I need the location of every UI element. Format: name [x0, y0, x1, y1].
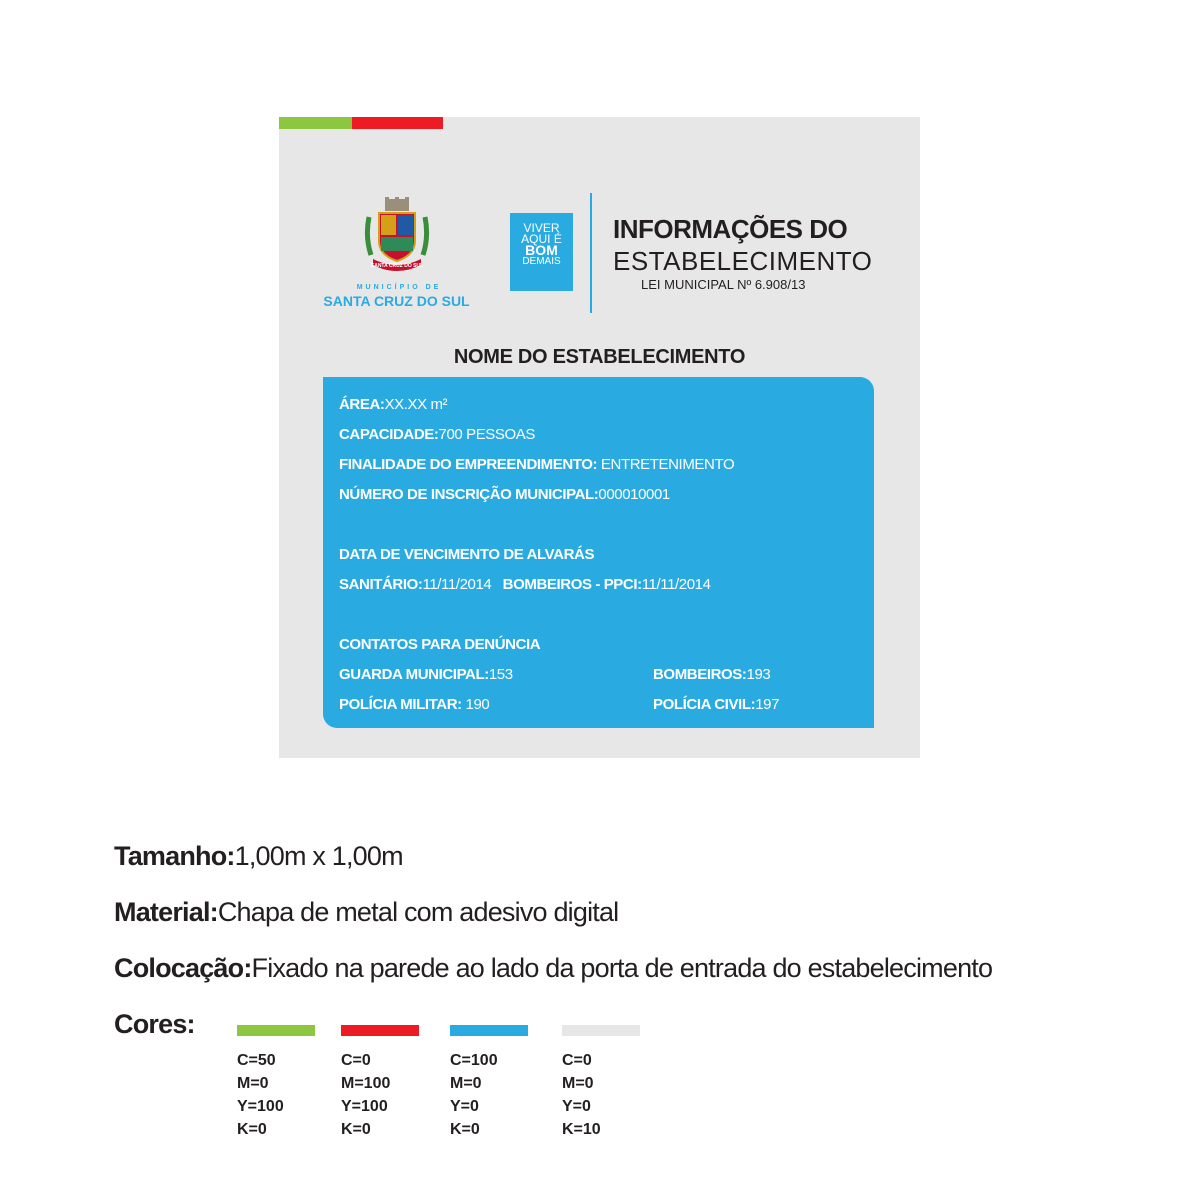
color-swatch-3 — [450, 1025, 528, 1036]
policia-militar-line: POLÍCIA MILITAR: 190 — [339, 696, 490, 713]
spec-tamanho: Tamanho:1,00m x 1,00m — [114, 841, 403, 871]
sign-plate — [279, 117, 920, 758]
spec-cores: Cores: — [114, 1009, 195, 1039]
guarda-line: GUARDA MUNICIPAL:153 — [339, 666, 513, 683]
viver-line-3: BOM — [525, 242, 558, 258]
cmyk-values-4: C=0 M=0 Y=0 K=10 — [562, 1052, 601, 1138]
municipal-crest-icon — [363, 197, 431, 275]
green-accent-bar — [279, 117, 352, 129]
area-line: ÁREA:XX.XX m² — [339, 396, 448, 413]
spec-material: Material:Chapa de metal com adesivo digital — [114, 897, 619, 927]
viver-aqui-logo — [510, 213, 573, 291]
inscricao-line: NÚMERO DE INSCRIÇÃO MUNICIPAL:000010001 — [339, 486, 670, 503]
viver-line-2: AQUI É — [521, 232, 562, 246]
title-line-1: INFORMAÇÕES DO — [613, 214, 848, 244]
bombeiros-line: BOMBEIROS:193 — [653, 666, 771, 683]
cmyk-values-1: C=50 M=0 Y=100 K=0 — [237, 1052, 284, 1138]
cmyk-values-3: C=100 M=0 Y=0 K=0 — [450, 1052, 498, 1138]
crest-ribbon-text: SANTA CRUZ DO SUL — [370, 263, 424, 269]
policia-civil-line: POLÍCIA CIVIL:197 — [653, 696, 780, 713]
lei-municipal: LEI MUNICIPAL Nº 6.908/13 — [641, 277, 806, 292]
capacidade-line: CAPACIDADE:700 PESSOAS — [339, 426, 535, 443]
color-swatch-1 — [237, 1025, 315, 1036]
establishment-name: NOME DO ESTABELECIMENTO — [453, 346, 746, 368]
vertical-divider — [590, 193, 592, 313]
municipio-small-label: MUNICÍPIO DE — [356, 284, 442, 291]
viver-line-4: DEMAIS — [522, 256, 561, 267]
color-swatch-4 — [562, 1025, 640, 1036]
municipio-name: SANTA CRUZ DO SUL — [323, 293, 470, 309]
title-line-2: ESTABELECIMENTO — [613, 246, 873, 276]
finalidade-line: FINALIDADE DO EMPREENDIMENTO: ENTRETENIMENTO — [339, 456, 735, 473]
red-accent-bar — [352, 117, 443, 129]
contatos-heading: CONTATOS PARA DENÚNCIA — [339, 636, 541, 653]
viver-line-1: VIVER — [523, 221, 560, 235]
alvaras-heading: DATA DE VENCIMENTO DE ALVARÁS — [339, 546, 595, 563]
info-panel — [323, 377, 874, 728]
alvaras-dates-line: SANITÁRIO:11/11/2014 BOMBEIROS - PPCI:11/11/2014 — [339, 576, 711, 593]
cmyk-values-2: C=0 M=100 Y=100 K=0 — [341, 1052, 391, 1138]
spec-colocacao: Colocação:Fixado na parede ao lado da porta de entrada do estabelecimento — [114, 953, 993, 983]
color-swatch-2 — [341, 1025, 419, 1036]
